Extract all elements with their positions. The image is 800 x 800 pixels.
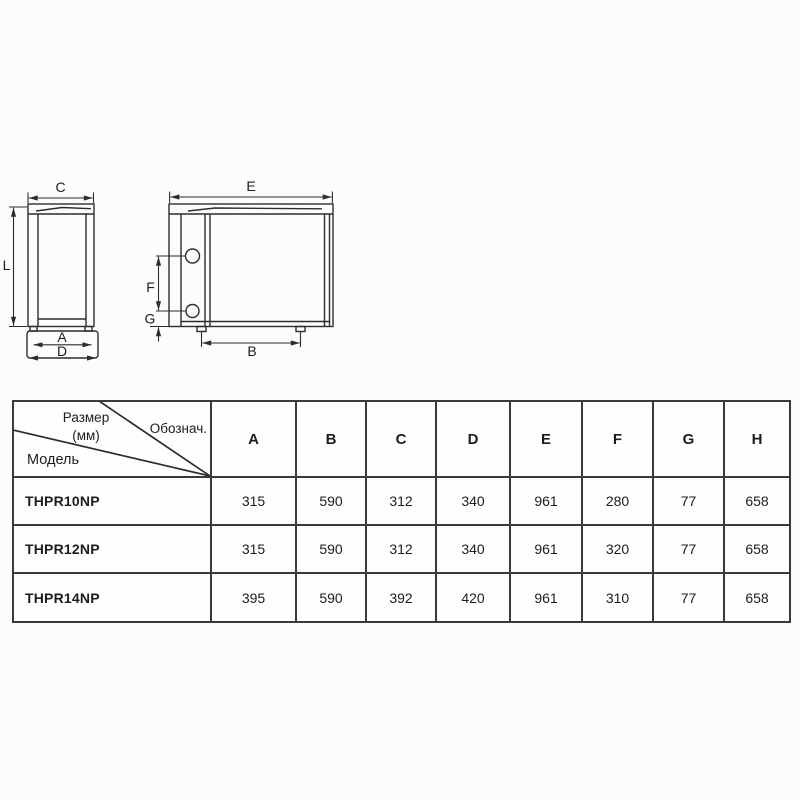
dim-label-l: L [2, 257, 11, 273]
corner-designation-label: Обознач. [149, 421, 207, 436]
col-header-d: D [437, 402, 511, 478]
value-cell: 658 [725, 478, 789, 526]
value-cell: 315 [212, 526, 297, 574]
model-cell: THPR14NP [14, 574, 212, 621]
table-corner-cell [14, 402, 212, 478]
value-cell: 590 [297, 574, 367, 621]
value-cell: 658 [725, 526, 789, 574]
col-header-h: H [725, 402, 789, 478]
col-header-g: G [654, 402, 725, 478]
value-cell: 961 [511, 526, 583, 574]
value-cell: 961 [511, 478, 583, 526]
value-cell: 590 [297, 478, 367, 526]
value-cell: 320 [583, 526, 654, 574]
value-cell: 395 [212, 574, 297, 621]
col-header-c: C [367, 402, 437, 478]
dim-label-e: E [246, 178, 256, 194]
value-cell: 340 [437, 478, 511, 526]
value-cell: 315 [212, 478, 297, 526]
value-cell: 340 [437, 526, 511, 574]
upper-connection-hole [186, 249, 200, 263]
value-cell: 590 [297, 526, 367, 574]
front-view-body [169, 204, 333, 327]
value-cell: 312 [367, 478, 437, 526]
dimensions-table [12, 400, 791, 623]
dim-label-b: B [247, 343, 257, 359]
dim-label-c: C [55, 179, 66, 195]
value-cell: 310 [583, 574, 654, 621]
value-cell: 658 [745, 589, 769, 606]
dim-label-f: F [146, 279, 155, 295]
value-cell: 961 [511, 574, 583, 621]
value-cell: 392 [367, 574, 437, 621]
value-cell: 77 [654, 526, 725, 574]
front-view-foot [197, 327, 206, 332]
corner-size-line2: (мм) [72, 427, 100, 443]
value-cell: 312 [367, 526, 437, 574]
model-cell: THPR10NP [14, 478, 212, 526]
value-cell: 420 [437, 574, 511, 621]
dim-label-g: G [144, 310, 156, 327]
dim-label-d: D [56, 343, 68, 359]
technical-drawing [0, 170, 400, 370]
dimension-labels [3, 178, 257, 359]
corner-model-label: Модель [27, 452, 80, 468]
front-view [169, 204, 333, 332]
model-cell: THPR12NP [14, 526, 212, 574]
value-cell: 280 [583, 478, 654, 526]
lower-connection-hole [186, 305, 199, 318]
col-header-b: B [297, 402, 367, 478]
col-header-e: E [511, 402, 583, 478]
value-cell: 77 [654, 478, 725, 526]
front-view-foot [296, 327, 305, 332]
corner-size-line1: Размер [62, 410, 110, 425]
value-cell: 77 [654, 574, 725, 621]
col-header-f: F [583, 402, 654, 478]
corner-size-label [48, 409, 124, 445]
dim-label-a: A [57, 329, 67, 345]
col-header-a: A [212, 402, 297, 478]
